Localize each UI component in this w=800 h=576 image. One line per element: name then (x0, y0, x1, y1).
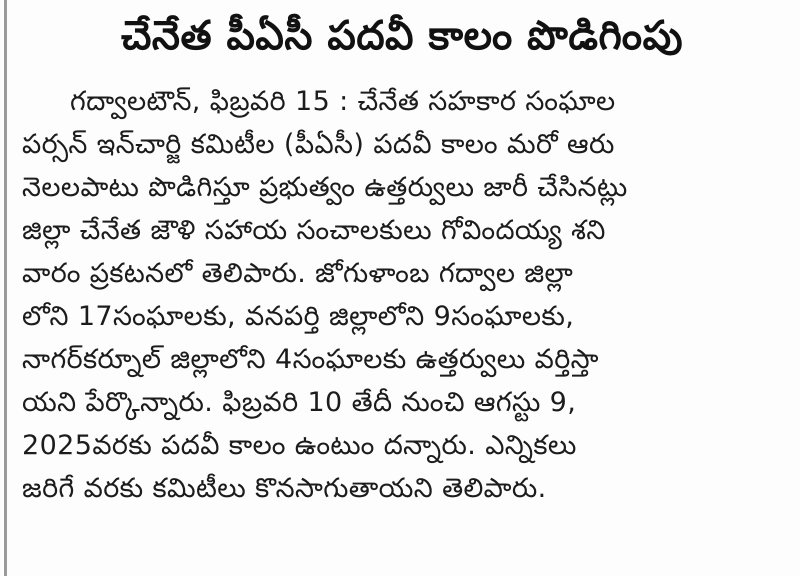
article-headline: చేనేత పీఏసీ పదవీ కాలం పొడిగింపు (120, 13, 684, 59)
article-line: జరిగే వరకు కమిటీలు కొనసాగుతాయని తెలిపారు. (22, 473, 547, 504)
article-body (22, 80, 782, 510)
article-line: జిల్లా చేనేత జౌళి సహాయ సంచాలకులు గోవిందయ్య శని (22, 215, 606, 246)
article-line: వారం ప్రకటనలో తెలిపారు. జోగుళాంబ గద్వాల జిల్లా (22, 258, 574, 289)
article-line: గద్వాలటౌన్, ఫిబ్రవరి 15 : చేనేత సహకార సంఘాల (70, 86, 616, 117)
article-line: 2025వరకు పదవీ కాలం ఉంటుం దన్నారు. ఎన్నికలు (22, 430, 577, 461)
page-edge-rule (4, 0, 7, 576)
article-line: యని పేర్కొన్నారు. ఫిబ్రవరి 10 తేదీ నుంచి ఆగస్టు 9, (22, 387, 577, 418)
article-line: నాగర్‌కర్నూల్ జిల్లాలోని 4సంఘాలకు ఉత్తర్వులు వర్తిస్తా (22, 344, 599, 375)
news-clipping (22, 0, 782, 576)
article-line: పర్సన్ ఇన్‌చార్జి కమిటీల (పీఏసీ) పదవీ కాలం మరో ఆరు (22, 129, 615, 160)
article-line: నెలలపాటు పొడిగిస్తూ ప్రభుత్వం ఉత్తర్వులు జారీ చేసినట్లు (22, 172, 628, 203)
article-line: లోని 17సంఘాలకు, వనపర్తి జిల్లాలోని 9సంఘాలకు, (22, 301, 575, 332)
